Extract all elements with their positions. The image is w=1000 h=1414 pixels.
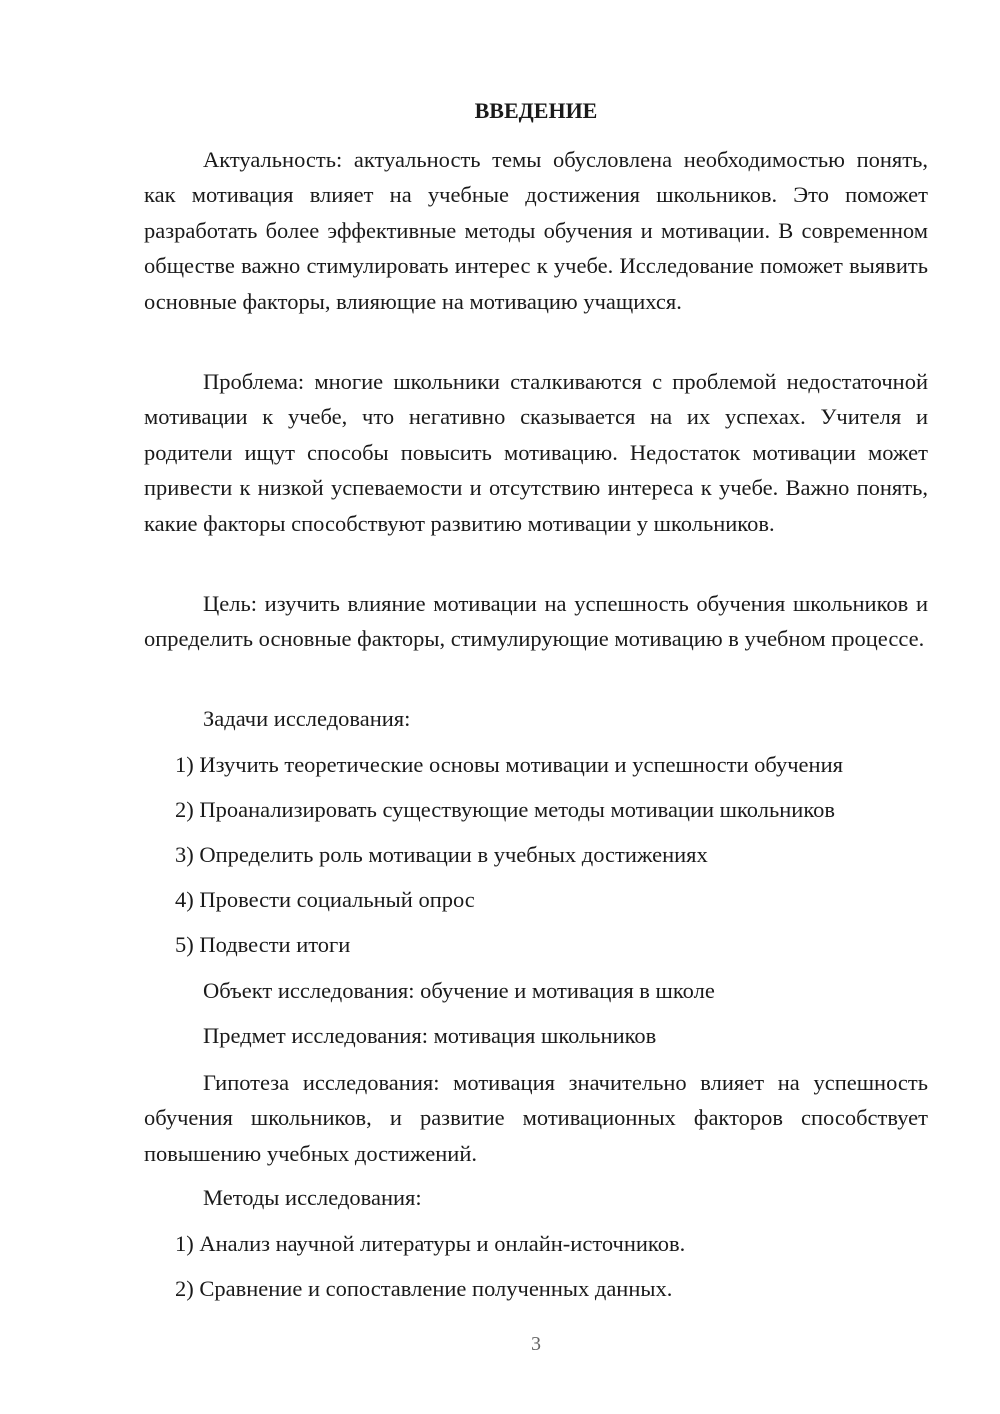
- page-number: 3: [531, 1333, 541, 1355]
- method-item: 1) Анализ научной литературы и онлайн-источников.: [175, 1231, 686, 1256]
- paragraph-relevance: [144, 142, 928, 319]
- paragraph-hypothesis-text: Гипотеза исследования: мотивация значительно влияет на успешность обучения школьников, и развитие мотивационных факторов способствует повышению учебных достижений.: [144, 1070, 928, 1166]
- tasks-heading: Задачи исследования:: [203, 706, 411, 731]
- paragraph-goal: [144, 586, 928, 657]
- task-item: 3) Определить роль мотивации в учебных достижениях: [175, 842, 708, 867]
- method-item: 2) Сравнение и сопоставление полученных данных.: [175, 1276, 673, 1301]
- task-item: 2) Проанализировать существующие методы мотивации школьников: [175, 797, 835, 822]
- research-subject: Предмет исследования: мотивация школьников: [203, 1023, 657, 1048]
- task-item: 1) Изучить теоретические основы мотивации и успешности обучения: [175, 752, 843, 777]
- task-item: 4) Провести социальный опрос: [175, 887, 475, 912]
- task-item: 5) Подвести итоги: [175, 932, 351, 957]
- research-object: Объект исследования: обучение и мотивация в школе: [203, 978, 715, 1003]
- paragraph-goal-text: Цель: изучить влияние мотивации на успешность обучения школьников и определить основные факторы, стимулирующие мотивацию в учебном процессе.: [144, 591, 928, 652]
- methods-heading: Методы исследования:: [203, 1185, 422, 1210]
- paragraph-relevance-text: Актуальность: актуальность темы обусловлена необходимостью понять, как мотивация влияет на учебные достижения школьников. Это поможет разработать более эффективные методы обучения и мотивации. В современном обществе важно стимулировать интерес к учебе. Исследование поможет выявить основные факторы, влияющие на мотивацию учащихся.: [144, 147, 928, 314]
- paragraph-hypothesis: [144, 1065, 928, 1171]
- paragraph-problem: [144, 364, 928, 541]
- paragraph-problem-text: Проблема: многие школьники сталкиваются с проблемой недостаточной мотивации к учебе, что негативно сказывается на их успехах. Учителя и родители ищут способы повысить мотивацию. Недостаток мотивации может привести к низкой успеваемости и отсутствию интереса к учебе. Важно понять, какие факторы способствуют развитию мотивации у школьников.: [144, 369, 928, 536]
- page-title: ВВЕДЕНИЕ: [474, 98, 598, 123]
